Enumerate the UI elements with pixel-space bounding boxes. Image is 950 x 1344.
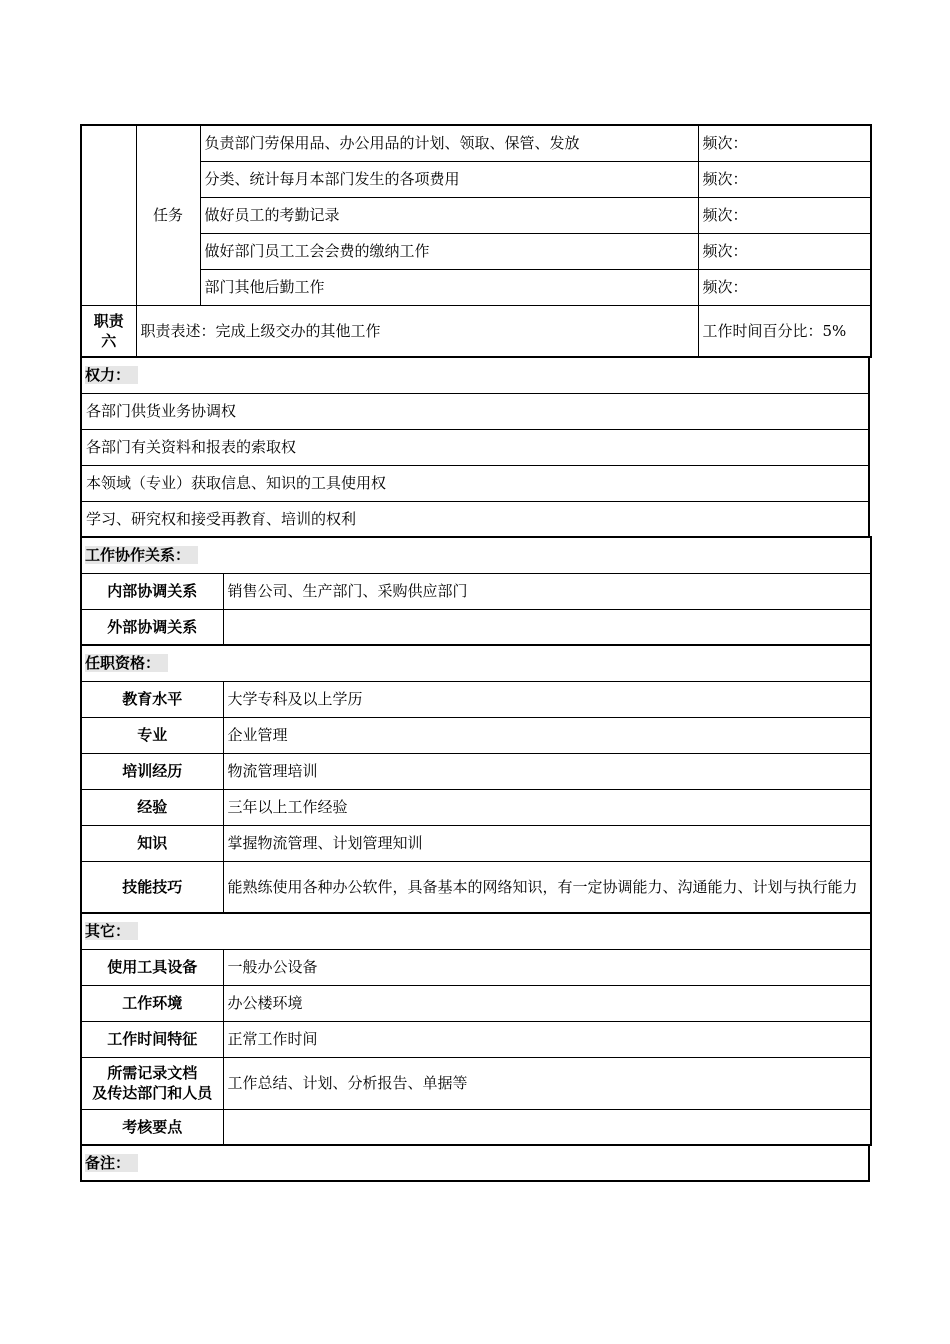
others-value: [223, 1109, 871, 1145]
authority-item: 学习、研究权和接受再教育、培训的权利: [81, 501, 869, 537]
others-label-line1: 所需记录文档: [107, 1063, 198, 1082]
others-label: 使用工具设备: [81, 949, 223, 985]
duty-label-cell: [81, 125, 136, 305]
task-frequency: 频次：: [698, 161, 871, 197]
others-title: 其它：: [81, 913, 871, 949]
duty-six-label: [81, 305, 136, 357]
qualification-label: 教育水平: [81, 681, 223, 717]
others-label: 工作时间特征: [81, 1021, 223, 1057]
relation-label: 外部协调关系: [81, 609, 223, 645]
task-label: 任务: [136, 125, 200, 305]
task-row: [81, 125, 871, 161]
task-row: [81, 197, 871, 233]
relations-title: 工作协作关系：: [81, 537, 871, 573]
task-frequency: 频次：: [698, 233, 871, 269]
others-table: [80, 912, 872, 1146]
others-value: 一般办公设备: [223, 949, 871, 985]
duty-six-row: [81, 305, 871, 357]
others-value: 正常工作时间: [223, 1021, 871, 1057]
qualification-value: 掌握物流管理、计划管理知训: [223, 825, 871, 861]
qualification-value: 企业管理: [223, 717, 871, 753]
authority-item: 各部门有关资料和报表的索取权: [81, 429, 869, 465]
task-text: 做好员工的考勤记录: [200, 197, 698, 233]
others-label: 考核要点: [81, 1109, 223, 1145]
duty-six-percent: 工作时间百分比：5%: [698, 305, 871, 357]
task-row: [81, 161, 871, 197]
others-value: 工作总结、计划、分析报告、单据等: [223, 1057, 871, 1109]
qualification-label: 知识: [81, 825, 223, 861]
task-text: 部门其他后勤工作: [200, 269, 698, 305]
duty-six-label-line1: 职责: [93, 311, 124, 330]
qualification-label: 技能技巧: [81, 861, 223, 913]
qualifications-title: 任职资格：: [81, 645, 871, 681]
relation-label: 内部协调关系: [81, 573, 223, 609]
qualification-value: 三年以上工作经验: [223, 789, 871, 825]
task-frequency: 频次：: [698, 269, 871, 305]
duty-table: [80, 124, 872, 358]
task-row: [81, 233, 871, 269]
authority-item: 各部门供货业务协调权: [81, 393, 869, 429]
qualification-value: 大学专科及以上学历: [223, 681, 871, 717]
authority-item: 本领域（专业）获取信息、知识的工具使用权: [81, 465, 869, 501]
qualification-value: 能熟练使用各种办公软件，具备基本的网络知识，有一定协调能力、沟通能力、计划与执行能力: [223, 861, 871, 913]
job-description-sheet: [80, 124, 870, 1182]
others-label: 工作环境: [81, 985, 223, 1021]
relations-table: [80, 536, 872, 646]
task-text: 负责部门劳保用品、办公用品的计划、领取、保管、发放: [200, 125, 698, 161]
remarks-table: [80, 1144, 870, 1182]
duty-six-description: 职责表述：完成上级交办的其他工作: [136, 305, 698, 357]
task-row: [81, 269, 871, 305]
relation-value: 销售公司、生产部门、采购供应部门: [223, 573, 871, 609]
task-frequency: 频次：: [698, 125, 871, 161]
task-text: 分类、统计每月本部门发生的各项费用: [200, 161, 698, 197]
others-label-line2: 及传达部门和人员: [92, 1084, 213, 1102]
others-label: [81, 1057, 223, 1109]
qualifications-table: [80, 644, 872, 914]
duty-six-label-line2: 六: [101, 331, 117, 350]
remarks-title: 备注：: [81, 1145, 869, 1181]
relation-value: [223, 609, 871, 645]
authority-table: [80, 356, 870, 538]
task-frequency: 频次：: [698, 197, 871, 233]
others-value: 办公楼环境: [223, 985, 871, 1021]
qualification-value: 物流管理培训: [223, 753, 871, 789]
qualification-label: 经验: [81, 789, 223, 825]
authority-title: 权力：: [81, 357, 869, 393]
qualification-label: 专业: [81, 717, 223, 753]
qualification-label: 培训经历: [81, 753, 223, 789]
task-text: 做好部门员工工会会费的缴纳工作: [200, 233, 698, 269]
